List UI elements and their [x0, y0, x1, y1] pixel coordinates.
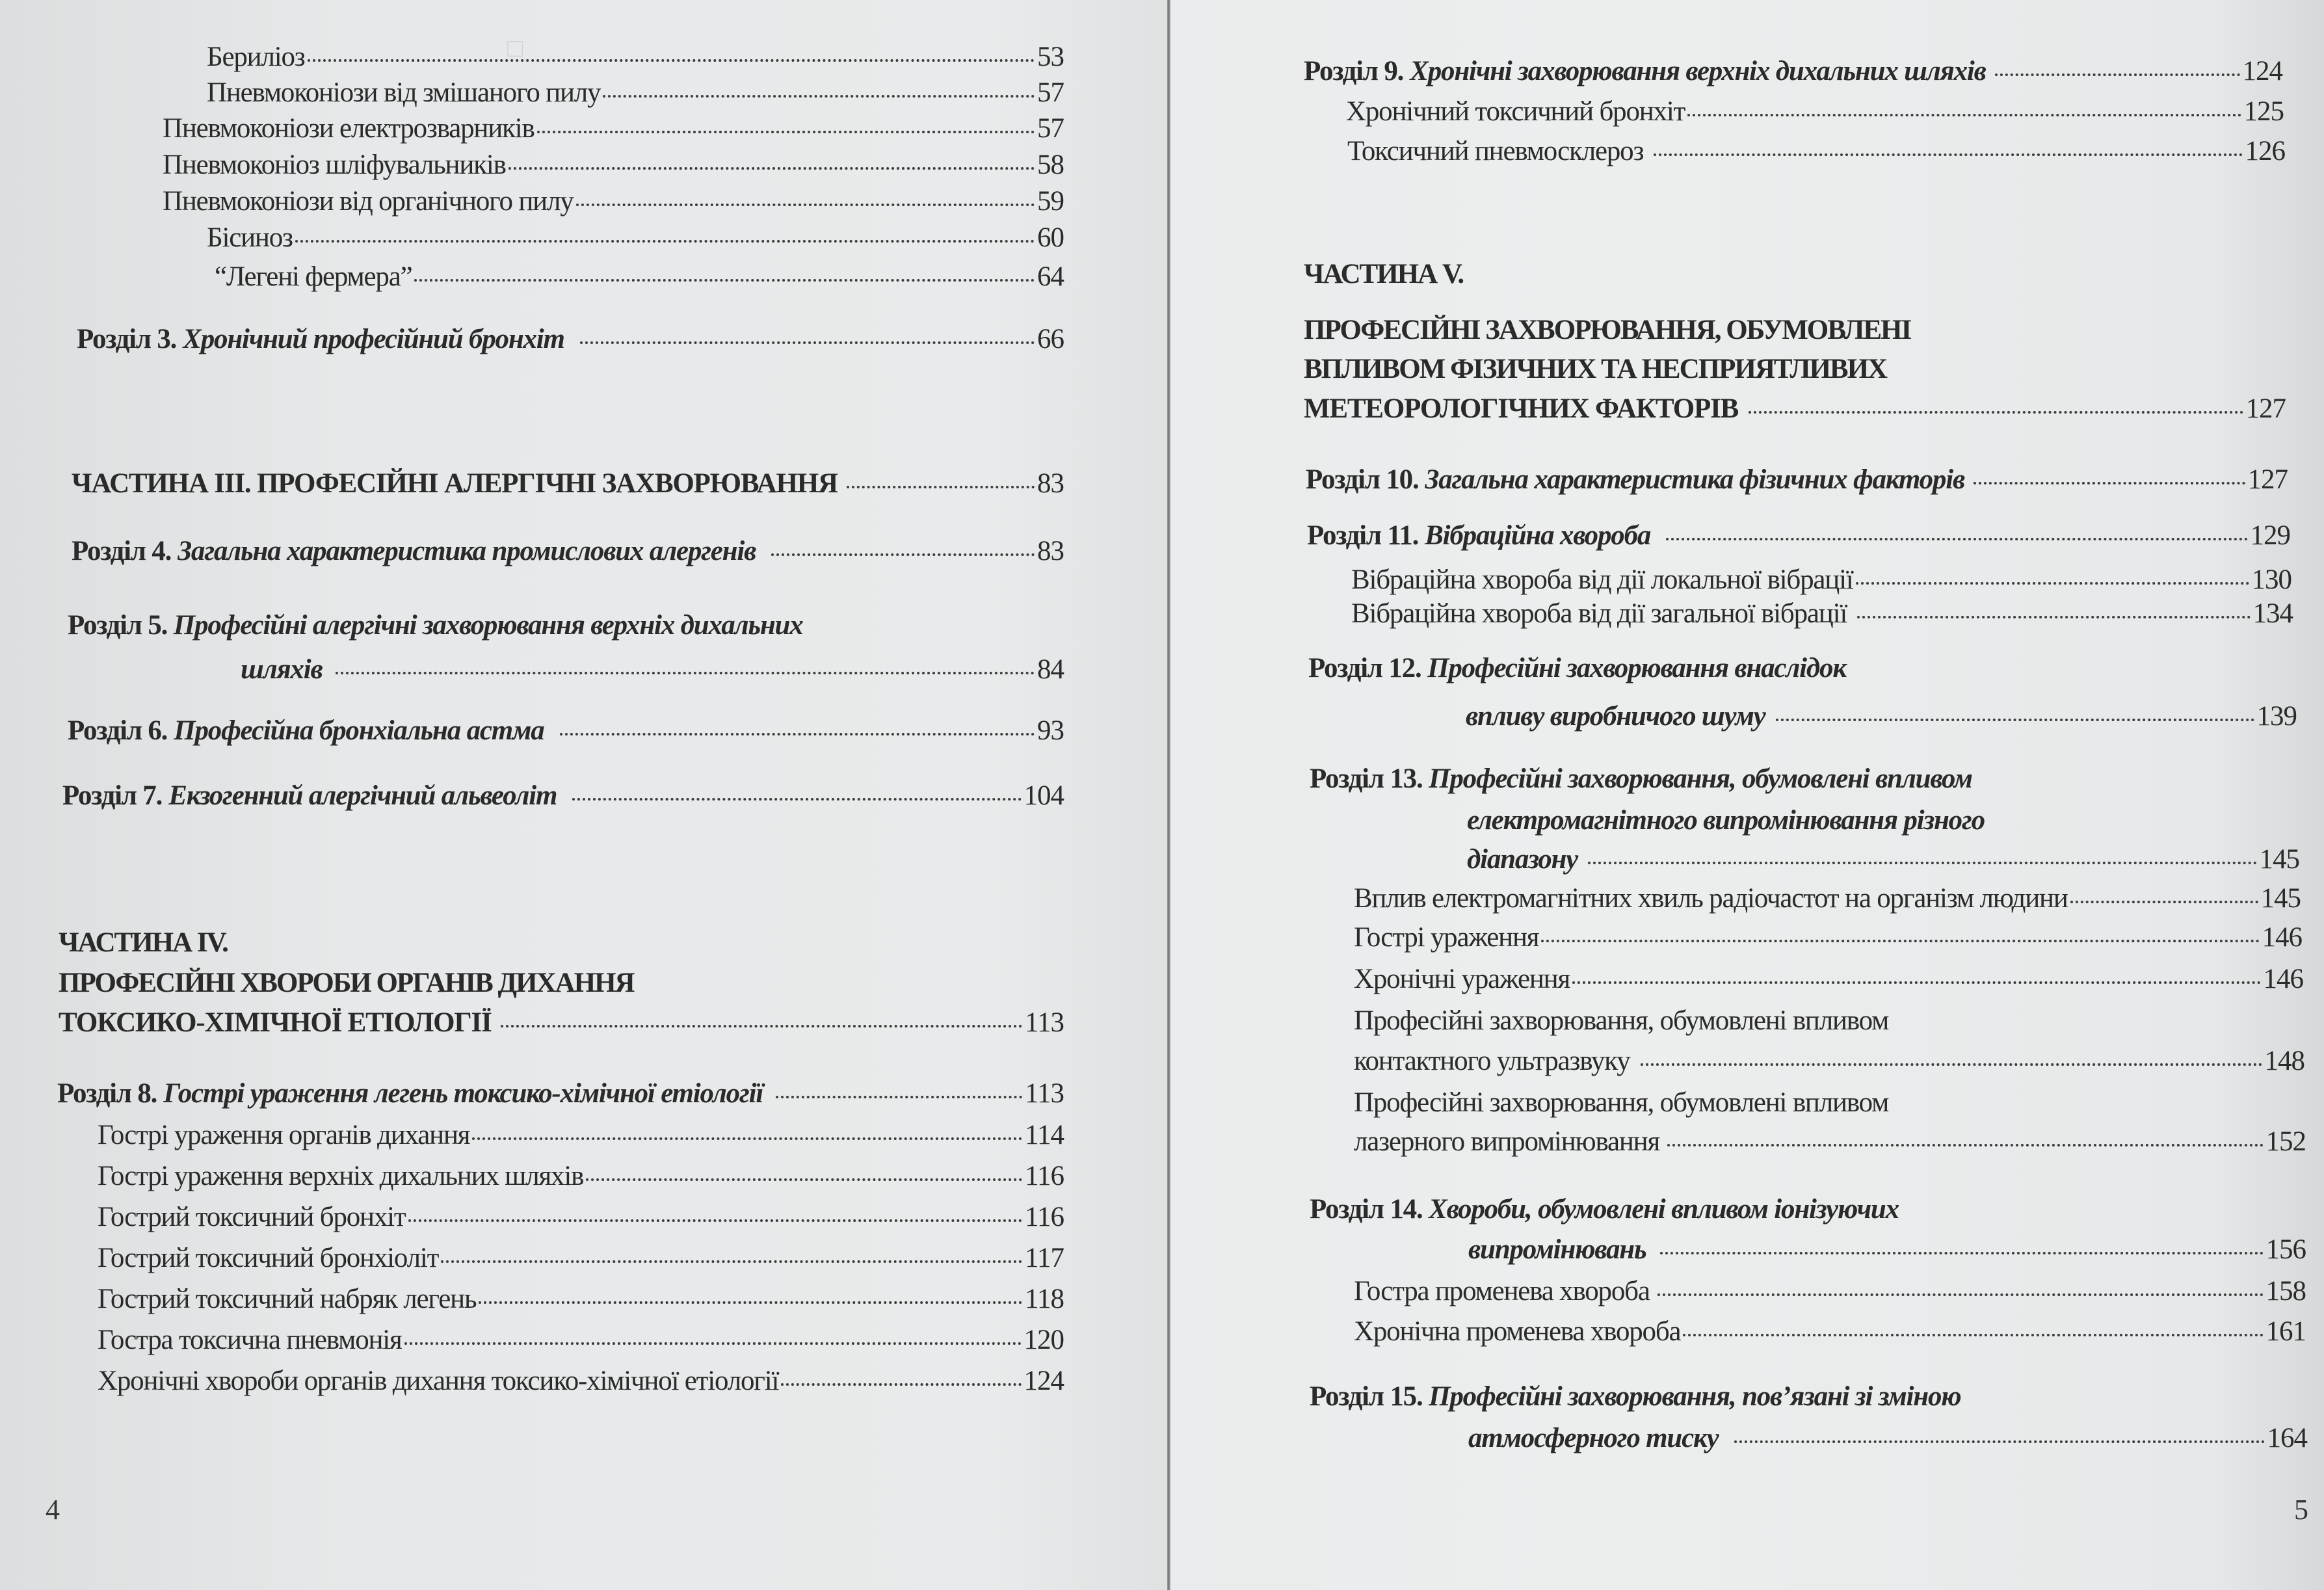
toc-entry-line1: Професiйнi захворювання, обумовленi впливом	[1354, 1005, 1889, 1036]
toc-section-7[interactable]	[62, 779, 1064, 813]
toc-entry-title: Гостра токсична пневмонiя	[98, 1325, 402, 1355]
toc-section-14[interactable]	[1468, 1233, 2306, 1267]
toc-entry-page: 57	[1037, 113, 1064, 144]
section-label: Роздiл 6.	[68, 715, 168, 746]
leader-dots	[1974, 482, 2245, 484]
section-title: Професiйна бронхiальна астма	[174, 715, 544, 746]
leader-dots	[414, 279, 1035, 282]
leader-dots	[2070, 901, 2258, 903]
section-title: Хвороби, обумовленi впливом iонiзуючих	[1429, 1194, 1899, 1225]
leader-dots	[1667, 1144, 2263, 1146]
leader-dots	[771, 553, 1035, 556]
leader-dots	[441, 1260, 1022, 1263]
leader-dots	[1541, 940, 2259, 942]
leader-dots	[336, 672, 1035, 674]
leader-dots	[586, 1178, 1022, 1181]
toc-entry-title: Пневмоконiози електрозварникiв	[163, 113, 535, 144]
section-label: Роздiл 10.	[1306, 464, 1419, 495]
section-page: 139	[2256, 701, 2297, 732]
section-title: Вiбрацiйна хвороба	[1425, 520, 1651, 551]
leader-dots	[295, 240, 1035, 243]
toc-entry-line1: Професiйнi захворювання, обумовленi впливом	[1354, 1087, 1889, 1118]
toc-section-6[interactable]	[68, 714, 1064, 748]
toc-entry[interactable]	[1354, 962, 2303, 996]
leader-dots	[1856, 582, 2249, 585]
section-page: 83	[1037, 536, 1064, 566]
leader-dots	[501, 1025, 1022, 1027]
toc-entry[interactable]	[98, 1282, 1064, 1316]
toc-section-3[interactable]	[77, 323, 1064, 356]
section-title-cont: впливу виробничого шуму	[1466, 701, 1765, 732]
toc-entry-page: 124	[1023, 1366, 1064, 1396]
toc-entry-page: 117	[1025, 1243, 1064, 1273]
part-title-cont: МЕТЕОРОЛОГIЧНИХ ФАКТОРIВ	[1304, 393, 1739, 424]
toc-entry[interactable]	[1354, 1044, 2304, 1078]
toc-entry-title: “Легенi фермера”	[215, 261, 412, 292]
toc-entry-page: 125	[2243, 96, 2284, 127]
toc-entry-title: контактного ультразвуку	[1354, 1046, 1630, 1076]
toc-entry[interactable]	[163, 185, 1064, 219]
leader-dots	[308, 59, 1035, 62]
toc-entry-title: Вплив електромагнiтних хвиль радiочастот на органiзм людини	[1354, 883, 2068, 914]
section-label: Роздiл 15.	[1310, 1381, 1423, 1412]
toc-entry-title: Гострi ураження верхнiх дихальних шляхiв	[98, 1161, 584, 1191]
section-page: 127	[2247, 464, 2288, 495]
section-title: Професiйнi захворювання, обумовленi впливом	[1429, 763, 1972, 794]
toc-entry[interactable]	[1354, 882, 2301, 916]
leader-dots	[479, 1301, 1022, 1304]
leader-dots	[508, 167, 1035, 170]
toc-entry-title: Берилiоз	[207, 42, 305, 72]
section-title: Гострi ураження легень токсико-хiмiчної етiологiї	[163, 1078, 763, 1109]
section-title: Хронiчнi захворювання верхнiх дихальних шляхiв	[1410, 56, 1986, 86]
toc-entry[interactable]	[98, 1159, 1064, 1193]
leader-dots	[1995, 73, 2240, 76]
toc-entry-title: Хронiчнi ураження	[1354, 964, 1570, 994]
toc-part-5[interactable]	[1304, 392, 2286, 426]
leader-dots	[1687, 114, 2241, 116]
section-title-cont: дiапазону	[1467, 844, 1578, 875]
toc-section-10[interactable]	[1306, 463, 2288, 497]
toc-entry[interactable]	[207, 221, 1064, 255]
toc-entry-page: 114	[1025, 1120, 1064, 1150]
toc-entry[interactable]	[163, 112, 1064, 146]
toc-entry[interactable]	[98, 1323, 1064, 1357]
right-page	[1170, 0, 2324, 1590]
section-page: 93	[1037, 715, 1064, 746]
toc-entry-page: 58	[1037, 150, 1064, 180]
toc-entry[interactable]	[98, 1119, 1064, 1152]
leader-dots	[576, 204, 1035, 206]
leader-dots	[404, 1342, 1022, 1345]
toc-entry-title: лазерного випромiнювання	[1354, 1126, 1660, 1157]
leader-dots	[781, 1383, 1021, 1386]
toc-entry[interactable]	[1346, 95, 2284, 129]
toc-entry[interactable]	[98, 1364, 1064, 1398]
toc-entry[interactable]	[1351, 563, 2291, 597]
part-5-title-line: ВПЛИВОМ ФIЗИЧНИХ ТА НЕСПРИЯТЛИВИХ	[1304, 354, 1887, 384]
leader-dots	[1660, 1252, 2263, 1254]
toc-entry-page: 64	[1037, 261, 1064, 292]
toc-entry-title: Бiсиноз	[207, 222, 293, 253]
toc-entry-page: 145	[2260, 883, 2301, 914]
toc-entry[interactable]	[163, 148, 1064, 182]
toc-section-13-line1[interactable]	[1310, 762, 1972, 796]
part-5-title-line: ПРОФЕСIЙНI ЗАХВОРЮВАННЯ, ОБУМОВЛЕНI	[1304, 315, 1911, 345]
toc-entry-title: Пневмоконiози вiд змiшаного пилу	[207, 77, 601, 108]
part-page: 113	[1025, 1007, 1064, 1038]
toc-entry[interactable]	[98, 1200, 1064, 1234]
toc-section-9[interactable]	[1304, 55, 2282, 88]
leader-dots	[1734, 1440, 2265, 1443]
section-label: Роздiл 9.	[1304, 56, 1404, 86]
toc-entry-page: 59	[1037, 186, 1064, 217]
toc-section-4[interactable]	[72, 535, 1064, 568]
toc-part-3[interactable]	[72, 467, 1064, 501]
section-title: Екзогенний алергiчний альвеолiт	[168, 780, 557, 811]
toc-entry-page: 146	[2263, 964, 2303, 994]
toc-section-8[interactable]	[57, 1077, 1064, 1111]
toc-entry-title: Вiбрацiйна хвороба вiд дiї загальної вiбрацiї	[1351, 598, 1847, 629]
toc-entry-title: Пневмоконiози вiд органiчного пилу	[163, 186, 574, 217]
leader-dots	[847, 486, 1035, 488]
section-label: Роздiл 7.	[62, 780, 163, 811]
leader-dots	[580, 341, 1035, 344]
leader-dots	[1641, 1063, 2262, 1066]
toc-entry-page: 126	[2245, 136, 2285, 166]
toc-entry-title: Хронiчна променева хвороба	[1354, 1316, 1681, 1347]
toc-entry-page: 120	[1023, 1325, 1064, 1355]
leader-dots	[1857, 616, 2250, 618]
leader-dots	[572, 798, 1021, 801]
section-title: Професiйнi алергiчнi захворювання верхнiх дихальних	[173, 610, 803, 641]
toc-entry-title: Вiбрацiйна хвороба вiд дiї локальної вiбрацiї	[1351, 564, 1853, 595]
toc-entry[interactable]	[1347, 135, 2285, 168]
toc-entry-page: 146	[2262, 922, 2302, 953]
toc-section-5-line1[interactable]	[68, 609, 803, 643]
leader-dots	[1666, 538, 2247, 540]
leader-dots	[776, 1096, 1022, 1098]
toc-entry-title: Гострий токсичний бронхiолiт	[98, 1243, 439, 1273]
section-title: Загальна характеристика промислових алергенiв	[178, 536, 756, 566]
toc-entry[interactable]	[1354, 921, 2302, 955]
section-13-title-line2: електромагнiтного випромiнювання рiзного	[1467, 805, 1985, 836]
section-label: Роздiл 14.	[1310, 1194, 1423, 1225]
page-number: 4	[46, 1494, 60, 1526]
section-page: 156	[2265, 1234, 2306, 1265]
section-label: Роздiл 5.	[68, 610, 168, 641]
toc-section-15[interactable]	[1468, 1422, 2307, 1455]
section-page: 145	[2259, 844, 2299, 875]
section-title-cont: шляхiв	[241, 654, 323, 685]
toc-entry-title: Пневмоконiоз шлiфувальникiв	[163, 150, 506, 180]
section-label: Роздiл 12.	[1308, 653, 1421, 683]
toc-entry[interactable]	[1351, 597, 2293, 631]
section-title: Хронiчний професiйний бронхiт	[183, 324, 564, 354]
toc-entry-title: Гостра променева хвороба	[1354, 1276, 1650, 1306]
toc-entry[interactable]	[215, 260, 1064, 294]
toc-section-15-line1[interactable]	[1310, 1380, 1961, 1414]
section-page: 113	[1025, 1078, 1064, 1109]
section-page: 164	[2267, 1423, 2307, 1453]
toc-entry-page: 148	[2264, 1046, 2304, 1076]
section-page: 66	[1037, 324, 1064, 354]
leader-dots	[1657, 1293, 2264, 1296]
section-page: 129	[2250, 520, 2290, 551]
part-4-title-line: ПРОФЕСIЙНI ХВОРОБИ ОРГАНIВ ДИХАННЯ	[59, 968, 634, 998]
leader-dots	[537, 131, 1035, 133]
toc-entry-page: 60	[1037, 222, 1064, 253]
toc-entry-title: Хронiчний токсичний бронхiт	[1346, 96, 1685, 127]
part-5-heading: ЧАСТИНА V.	[1304, 259, 1464, 289]
toc-section-12-line1[interactable]	[1308, 652, 1846, 685]
toc-entry-page: 118	[1025, 1284, 1064, 1314]
leader-dots	[1749, 411, 2243, 414]
leader-dots	[1776, 719, 2254, 721]
page-number: 5	[2294, 1494, 2308, 1526]
toc-entry-page: 57	[1037, 77, 1064, 108]
toc-section-12[interactable]	[1466, 700, 2297, 734]
part-page: 127	[2245, 393, 2286, 424]
section-title: Професiйнi захворювання внаслiдок	[1427, 653, 1846, 683]
part-page: 83	[1037, 468, 1064, 499]
leader-dots	[1683, 1334, 2263, 1336]
toc-section-5[interactable]	[241, 653, 1064, 687]
toc-entry-page: 161	[2265, 1316, 2306, 1347]
toc-section-13[interactable]	[1467, 843, 2299, 877]
section-label: Роздiл 13.	[1310, 763, 1423, 794]
toc-entry-title: Гострi ураження органiв дихання	[98, 1120, 470, 1150]
section-label: Роздiл 4.	[72, 536, 172, 566]
toc-entry-page: 130	[2251, 564, 2291, 595]
toc-section-11[interactable]	[1307, 519, 2290, 553]
toc-entry-page: 152	[2265, 1126, 2306, 1157]
toc-entry[interactable]	[1354, 1315, 2306, 1349]
toc-entry-page: 134	[2252, 598, 2293, 629]
toc-entry[interactable]	[1354, 1125, 2306, 1159]
toc-entry-page: 158	[2265, 1276, 2306, 1306]
toc-entry[interactable]	[207, 40, 1064, 74]
leader-dots	[560, 733, 1035, 735]
leader-dots	[1588, 862, 2256, 864]
section-title-cont: випромiнювань	[1468, 1234, 1646, 1265]
section-title: Професiйнi захворювання, пов’язанi зi змiною	[1429, 1381, 1961, 1412]
toc-entry-title: Гострi ураження	[1354, 922, 1539, 953]
section-label: Роздiл 8.	[57, 1078, 157, 1109]
section-label: Роздiл 3.	[77, 324, 177, 354]
leader-dots	[472, 1137, 1022, 1140]
toc-entry[interactable]	[98, 1241, 1064, 1275]
part-4-heading: ЧАСТИНА IV.	[59, 927, 228, 958]
toc-entry-title: Токсичний пневмосклероз	[1347, 136, 1644, 166]
toc-entry-title: Гострий токсичний набряк легень	[98, 1284, 477, 1314]
section-title: Загальна характеристика фiзичних факторiв	[1425, 464, 1964, 495]
leader-dots	[603, 95, 1035, 98]
section-page: 104	[1023, 780, 1064, 811]
section-page: 124	[2242, 56, 2282, 86]
toc-section-14-line1[interactable]	[1310, 1193, 1899, 1226]
part-title-cont: ТОКСИКО-ХIМIЧНОЇ ЕТIОЛОГIЇ	[59, 1007, 492, 1038]
leader-dots	[1572, 981, 2260, 984]
toc-part-4[interactable]	[59, 1006, 1064, 1040]
toc-entry[interactable]	[1354, 1275, 2306, 1308]
toc-entry-title: Гострий токсичний бронхiт	[98, 1202, 406, 1232]
toc-entry[interactable]	[207, 76, 1064, 110]
part-title: ЧАСТИНА III. ПРОФЕСIЙНI АЛЕРГIЧНI ЗАХВОРЮВАННЯ	[72, 468, 838, 499]
toc-entry-page: 116	[1025, 1202, 1064, 1232]
bleed-through-mark: □	[507, 33, 523, 62]
leader-dots	[1654, 153, 2242, 156]
section-title-cont: атмосферного тиску	[1468, 1423, 1719, 1453]
toc-entry-page: 116	[1025, 1161, 1064, 1191]
toc-entry-page: 53	[1037, 42, 1064, 72]
section-label: Роздiл 11.	[1307, 520, 1419, 551]
leader-dots	[408, 1219, 1023, 1222]
section-page: 84	[1037, 654, 1064, 685]
toc-entry-title: Хронiчнi хвороби органiв дихання токсико-хiмiчної етiологiї	[98, 1366, 779, 1396]
